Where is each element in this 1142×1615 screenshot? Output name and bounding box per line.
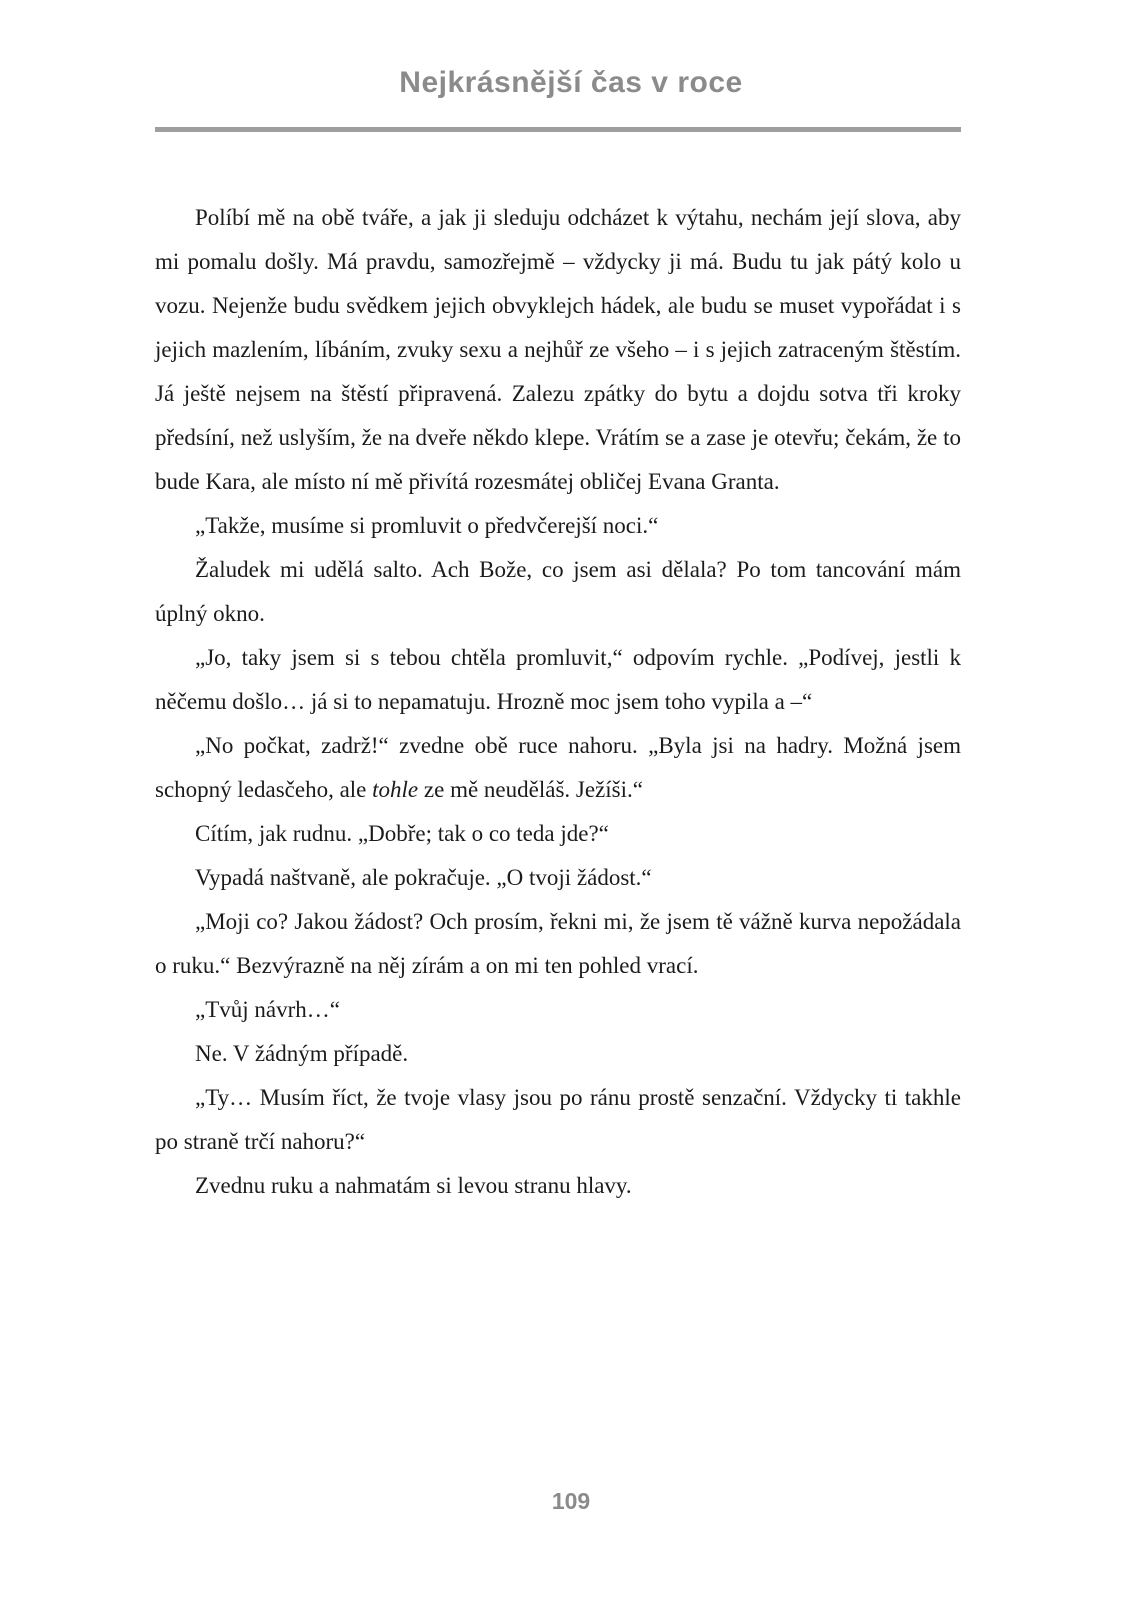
paragraph: „Moji co? Jakou žádost? Och prosím, řekni mi, že jsem tě vážně kurva nepožádala o ruku.“ Bezvýrazně na něj zírám a on mi ten pohled vrací. xyxy=(155,909,961,978)
paragraph: Žaludek mi udělá salto. Ach Bože, co jsem asi dělala? Po tom tancování mám úplný okno. xyxy=(155,557,961,626)
header-divider xyxy=(155,127,961,132)
body-text xyxy=(155,196,961,1208)
paragraph: „Takže, musíme si promluvit o předvčerejší noci.“ xyxy=(195,513,659,538)
paragraph: „Tvůj návrh…“ xyxy=(195,997,340,1022)
paragraph xyxy=(155,724,961,812)
paragraph: Zvednu ruku a nahmatám si levou stranu hlavy. xyxy=(195,1173,632,1198)
paragraph-text: ze mě neuděláš. Ježíši.“ xyxy=(418,777,643,802)
paragraph: Ne. V žádným případě. xyxy=(195,1041,409,1066)
paragraph: „Jo, taky jsem si s tebou chtěla promluvit,“ odpovím rychle. „Podívej, jestli k něčemu došlo… já si to nepamatuju. Hrozně moc jsem toho vypila a –“ xyxy=(155,645,961,714)
paragraph: Políbí mě na obě tváře, a jak ji sleduju odcházet k výtahu, nechám její slova, aby mi pomalu došly. Má pravdu, samozřejmě – vždycky ji má. Budu tu jak pátý kolo u vozu. Nejenže budu svědkem jejich obvyklejch hádek, ale budu se muset vypořádat i s jejich mazlením, líbáním, zvuky sexu a nejhůř ze všeho – i s jejich zatraceným štěstím. Já ještě nejsem na štěstí připravená. Zalezu zpátky do bytu a dojdu sotva tři kroky předsíní, než uslyším, že na dveře někdo klepe. Vrátím se a zase je otevřu; čekám, že to bude Kara, ale místo ní mě přivítá rozesmátej obličej Evana Granta. xyxy=(155,205,961,494)
page-number: 109 xyxy=(551,1488,591,1514)
chapter-title: Nejkrásnější čas v roce xyxy=(399,66,743,99)
emphasized-word: tohle xyxy=(372,777,419,802)
paragraph-text: „No počkat, zadrž!“ zvedne obě ruce nahoru. „Byla jsi na hadry. Možná jsem schopný ledasčeho, ale xyxy=(155,733,961,802)
paragraph: „Ty… Musím říct, že tvoje vlasy jsou po ránu prostě senzační. Vždycky ti takhle po straně trčí nahoru?“ xyxy=(155,1085,961,1154)
paragraph: Cítím, jak rudnu. „Dobře; tak o co teda jde?“ xyxy=(195,821,609,846)
paragraph: Vypadá naštvaně, ale pokračuje. „O tvoji žádost.“ xyxy=(195,865,652,890)
